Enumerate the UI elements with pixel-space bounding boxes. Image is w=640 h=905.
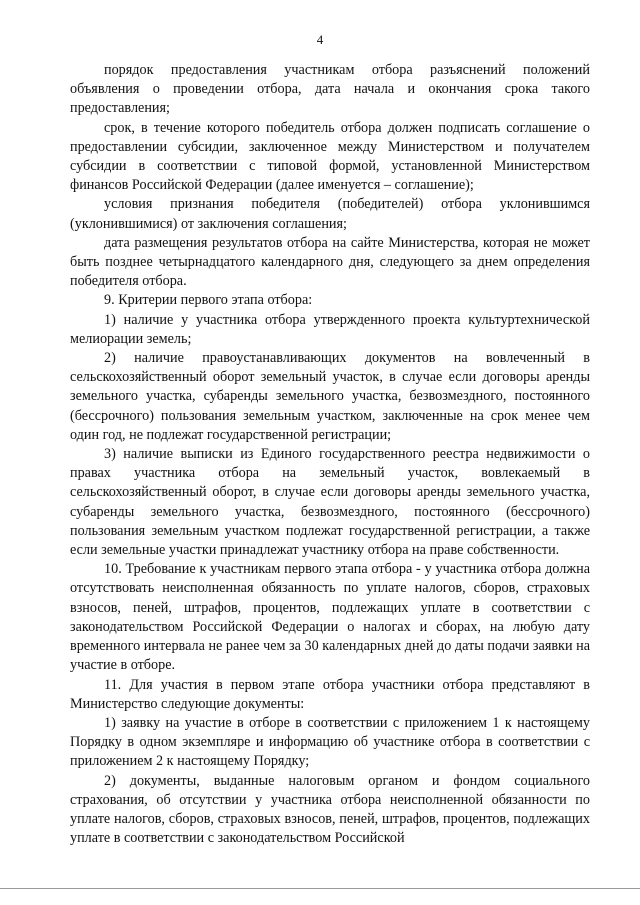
paragraph-criterion-1: 1) наличие у участника отбора утвержденного проекта культуртехнической мелиорации земель; bbox=[70, 311, 590, 347]
paragraph-agreement-term: срок, в течение которого победитель отбора должен подписать соглашение о предоставлении субсидии, заключенное между Министерством и получателем субсидии в соответствии с типовой формой, установленной Министерством финансов Российской Федерации (далее именуется – соглашение); bbox=[70, 119, 590, 194]
paragraph-evasion-conditions: условия признания победителя (победителей) отбора уклонившимся (уклонившимися) от заключения соглашения; bbox=[70, 196, 590, 232]
paragraph-criterion-3: 3) наличие выписки из Единого государственного реестра недвижимости о правах участника отбора на земельный участок, вовлекаемый в сельскохозяйственный оборот, в случае если договоры аренды земельного участка, субаренды земельного участка, безвозмездного, постоянного (бессрочного) пользования земельным участком подлежат государственной регистрации, а также если земельные участки принадлежат участнику отбора на праве собственности. bbox=[70, 446, 590, 559]
paragraph-requirement-10: 10. Требование к участникам первого этапа отбора - у участника отбора должна отсутствовать неисполненная обязанность по уплате налогов, сборов, страховых взносов, пеней, штрафов, процентов, подлежащих уплате в соответствии с законодательством Российской Федерации о налогах и сборах, на любую дату временного интервала не ранее чем за 30 календарных дней до даты подачи заявки на участие в отборе. bbox=[70, 561, 590, 674]
paragraph-results-date: дата размещения результатов отбора на сайте Министерства, которая не может быть позднее четырнадцатого календарного дня, следующего за днем определения победителя отбора. bbox=[70, 234, 590, 290]
paragraph-clarification-procedure: порядок предоставления участникам отбора разъяснений положений объявления о проведении отбора, дата начала и окончания срока такого предоставления; bbox=[70, 62, 590, 117]
paragraph-documents-heading: 11. Для участия в первом этапе отбора участники отбора представляют в Министерство следующие документы: bbox=[70, 676, 590, 712]
paragraph-criteria-heading: 9. Критерии первого этапа отбора: bbox=[104, 292, 313, 309]
paragraph-document-1: 1) заявку на участие в отборе в соответствии с приложением 1 к настоящему Порядку в одном экземпляре и информацию об участнике отбора в соответствии с приложением 2 к настоящему Порядку; bbox=[70, 714, 590, 770]
page-number: 4 bbox=[316, 32, 324, 47]
document-body bbox=[70, 61, 590, 848]
bottom-scan-line bbox=[0, 888, 640, 889]
paragraph-criterion-2: 2) наличие правоустанавливающих документов на вовлеченный в сельскохозяйственный оборот земельный участок, в случае если договоры аренды земельного участка, субаренды земельного участка, безвозмездного, постоянного (бессрочного) пользования земельным участком, заключенные на срок менее чем один год, не подлежат государственной регистрации; bbox=[70, 350, 590, 443]
paragraph-document-2: 2) документы, выданные налоговым органом и фондом социального страхования, об отсутствии у участника отбора неисполненной обязанности по уплате налогов, сборов, страховых взносов, пеней, штрафов, процентов, подлежащих уплате в соответствии с законодательством Российской bbox=[70, 772, 590, 847]
